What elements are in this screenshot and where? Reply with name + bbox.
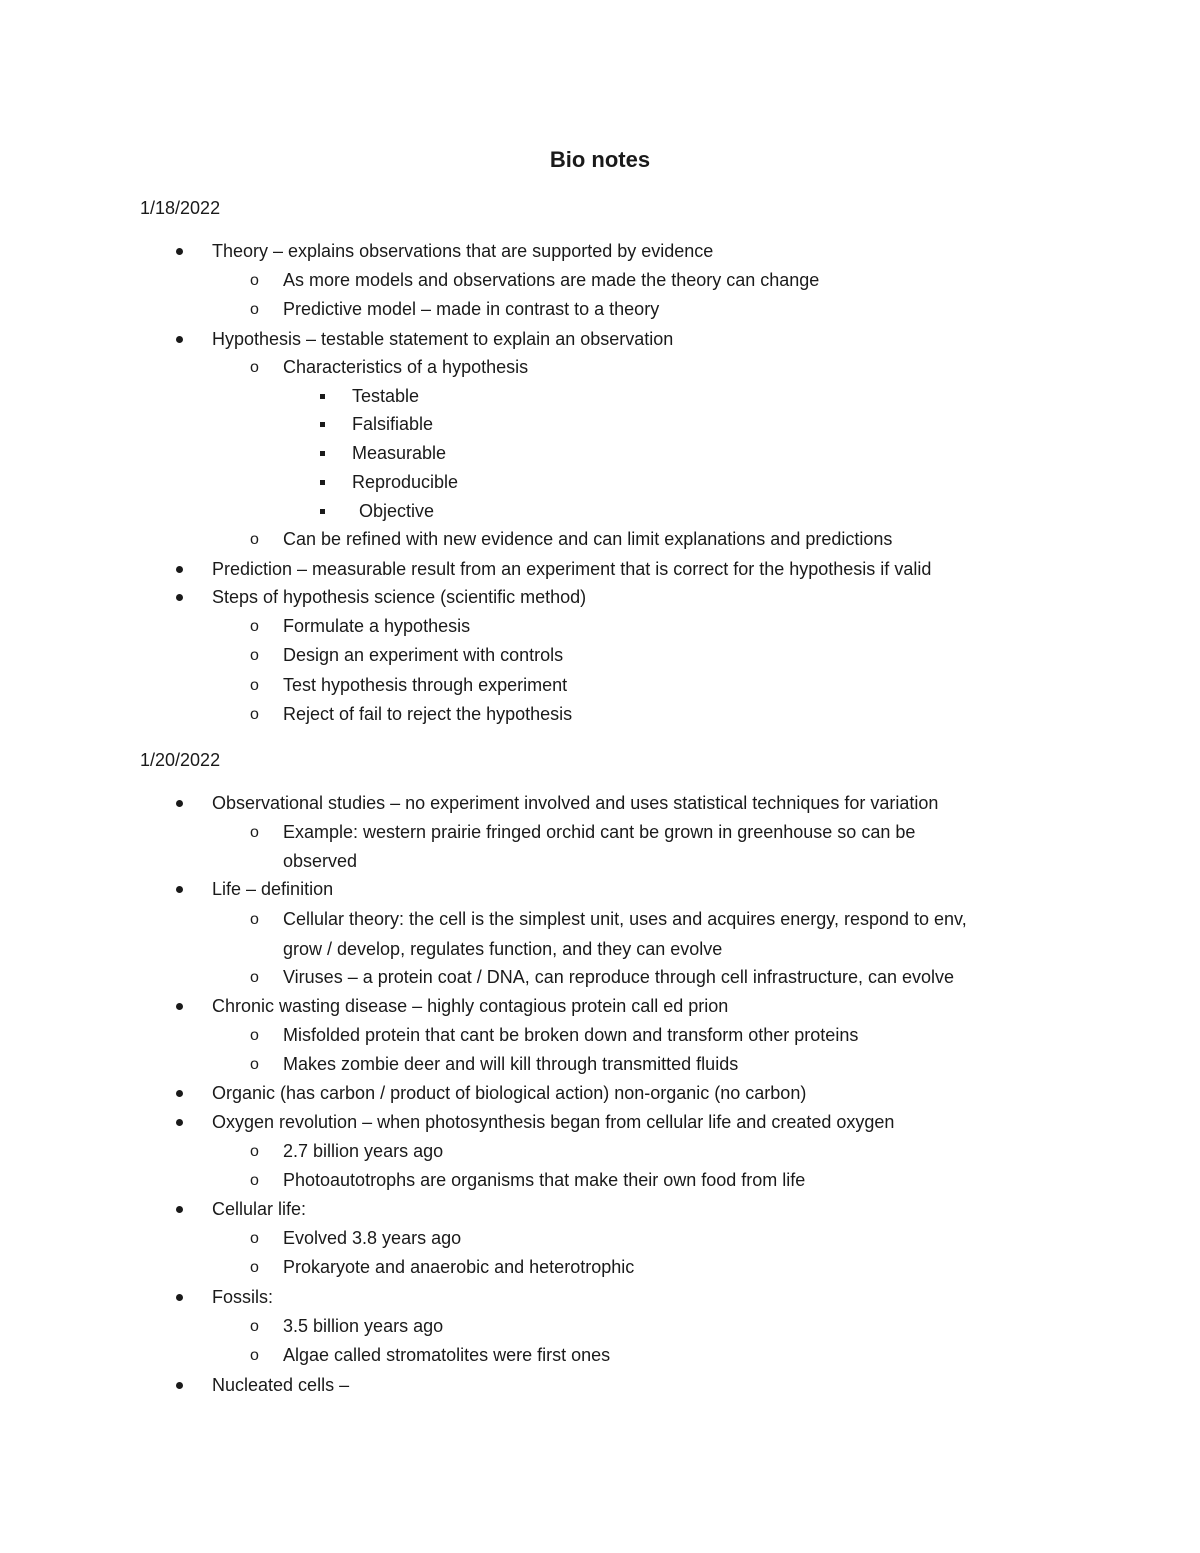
bullet-icon bbox=[176, 248, 183, 255]
list-item-text: Cellular life: bbox=[212, 1199, 307, 1219]
circle-bullet-icon: o bbox=[250, 1172, 259, 1189]
list-item-text: Viruses – a protein coat / DNA, can reproduce through cell infrastructure, can evolve bbox=[283, 967, 955, 987]
list-item-text: grow / develop, regulates function, and they can evolve bbox=[283, 939, 723, 959]
bullet-icon bbox=[176, 1003, 183, 1010]
bullet-icon bbox=[176, 1382, 183, 1389]
list-item-text: Evolved 3.8 years ago bbox=[283, 1228, 462, 1248]
bullet-icon bbox=[176, 594, 183, 601]
list-item-text: Cellular theory: the cell is the simplest unit, uses and acquires energy, respond to env, bbox=[283, 909, 967, 929]
circle-bullet-icon: o bbox=[250, 911, 259, 928]
list-item-text: Can be refined with new evidence and can limit explanations and predictions bbox=[283, 529, 893, 549]
circle-bullet-icon: o bbox=[250, 706, 259, 723]
list-item-text: As more models and observations are made the theory can change bbox=[283, 270, 820, 290]
page-title: Bio notes bbox=[549, 147, 651, 172]
square-bullet-icon bbox=[320, 451, 325, 456]
list-item-text: Design an experiment with controls bbox=[283, 645, 564, 665]
section-date: 1/20/2022 bbox=[140, 750, 221, 770]
list-item-text: Fossils: bbox=[212, 1287, 274, 1307]
circle-bullet-icon: o bbox=[250, 301, 259, 318]
list-item-text: Objective bbox=[359, 501, 435, 521]
bullet-icon bbox=[176, 1294, 183, 1301]
list-item-text: Steps of hypothesis science (scientific method) bbox=[212, 587, 587, 607]
bullet-icon bbox=[176, 336, 183, 343]
list-item-text: Nucleated cells – bbox=[212, 1375, 350, 1395]
circle-bullet-icon: o bbox=[250, 1259, 259, 1276]
square-bullet-icon bbox=[320, 480, 325, 485]
list-item-text: Life – definition bbox=[212, 879, 334, 899]
bullet-icon bbox=[176, 1119, 183, 1126]
circle-bullet-icon: o bbox=[250, 1230, 259, 1247]
list-item-text: Characteristics of a hypothesis bbox=[283, 357, 529, 377]
list-item-text: Falsifiable bbox=[352, 414, 434, 434]
list-item-text: Prediction – measurable result from an experiment that is correct for the hypothesis if valid bbox=[212, 559, 932, 579]
list-item-text: Predictive model – made in contrast to a theory bbox=[283, 299, 660, 319]
circle-bullet-icon: o bbox=[250, 1143, 259, 1160]
circle-bullet-icon: o bbox=[250, 359, 259, 376]
list-item-text: Formulate a hypothesis bbox=[283, 616, 471, 636]
square-bullet-icon bbox=[320, 422, 325, 427]
list-item-text: Oxygen revolution – when photosynthesis began from cellular life and created oxygen bbox=[212, 1112, 895, 1132]
list-item-text: observed bbox=[283, 851, 358, 871]
circle-bullet-icon: o bbox=[250, 1347, 259, 1364]
circle-bullet-icon: o bbox=[250, 1318, 259, 1335]
list-item-text: Algae called stromatolites were first ones bbox=[283, 1345, 611, 1365]
section-date: 1/18/2022 bbox=[140, 198, 221, 218]
circle-bullet-icon: o bbox=[250, 824, 259, 841]
list-item-text: Photoautotrophs are organisms that make their own food from life bbox=[283, 1170, 806, 1190]
list-item-text: Theory – explains observations that are supported by evidence bbox=[212, 241, 714, 261]
bullet-icon bbox=[176, 1206, 183, 1213]
list-item-text: Measurable bbox=[352, 443, 447, 463]
list-item-text: Prokaryote and anaerobic and heterotrophic bbox=[283, 1257, 635, 1277]
list-item-text: Testable bbox=[352, 386, 420, 406]
bullet-icon bbox=[176, 886, 183, 893]
list-item-text: 2.7 billion years ago bbox=[283, 1141, 444, 1161]
list-item-text: Observational studies – no experiment involved and uses statistical techniques for variation bbox=[212, 793, 939, 813]
circle-bullet-icon: o bbox=[250, 677, 259, 694]
square-bullet-icon bbox=[320, 394, 325, 399]
list-item-text: Example: western prairie fringed orchid cant be grown in greenhouse so can be bbox=[283, 822, 916, 842]
list-item-text: Organic (has carbon / product of biological action) non-organic (no carbon) bbox=[212, 1083, 807, 1103]
list-item-text: Reject of fail to reject the hypothesis bbox=[283, 704, 573, 724]
circle-bullet-icon: o bbox=[250, 1027, 259, 1044]
bullet-icon bbox=[176, 800, 183, 807]
list-item-text: Reproducible bbox=[352, 472, 459, 492]
circle-bullet-icon: o bbox=[250, 1056, 259, 1073]
circle-bullet-icon: o bbox=[250, 531, 259, 548]
list-item-text: Makes zombie deer and will kill through transmitted fluids bbox=[283, 1054, 739, 1074]
list-item-text: Misfolded protein that cant be broken down and transform other proteins bbox=[283, 1025, 859, 1045]
bullet-icon bbox=[176, 1090, 183, 1097]
circle-bullet-icon: o bbox=[250, 272, 259, 289]
list-item-text: Hypothesis – testable statement to explain an observation bbox=[212, 329, 674, 349]
circle-bullet-icon: o bbox=[250, 618, 259, 635]
list-item-text: Chronic wasting disease – highly contagious protein call ed prion bbox=[212, 996, 729, 1016]
list-item-text: 3.5 billion years ago bbox=[283, 1316, 444, 1336]
circle-bullet-icon: o bbox=[250, 647, 259, 664]
list-item-text: Test hypothesis through experiment bbox=[283, 675, 568, 695]
circle-bullet-icon: o bbox=[250, 969, 259, 986]
square-bullet-icon bbox=[320, 509, 325, 514]
bullet-icon bbox=[176, 566, 183, 573]
